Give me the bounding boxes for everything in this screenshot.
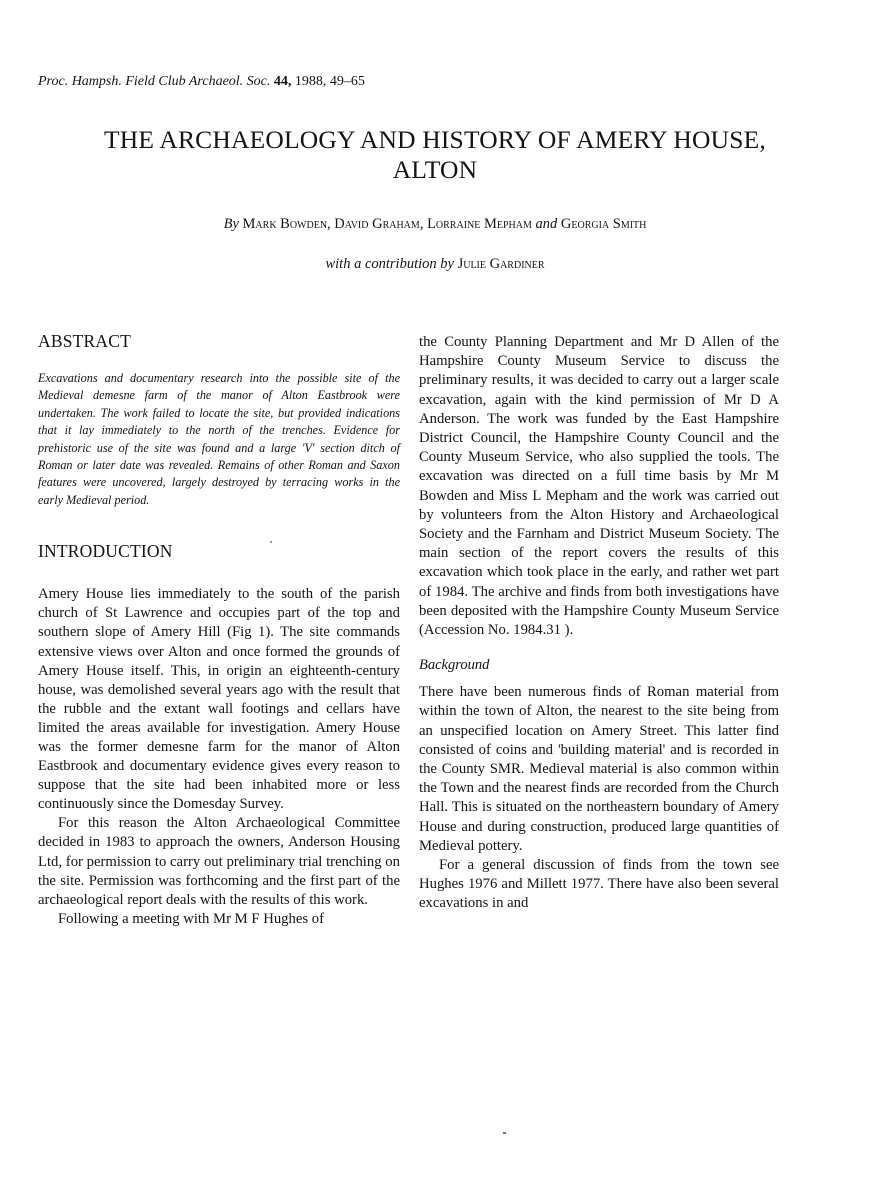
author-byline: By Mark Bowden, David Graham, Lorraine Mepham and Georgia Smith — [223, 216, 647, 232]
article-title-line2: ALTON — [392, 155, 478, 184]
background-heading: Background — [419, 657, 490, 674]
byline-by: By — [223, 216, 239, 232]
left-column — [38, 330, 400, 929]
article-title — [40, 125, 830, 185]
author-name: Georgia Smith — [560, 216, 647, 232]
journal-year-pages: 1988, 49–65 — [294, 74, 365, 89]
journal-volume: 44, — [273, 74, 292, 89]
background-paragraph: For a general discussion of finds from the town see Hughes 1976 and Millett 1977. There have also been several excavations in and — [419, 857, 779, 912]
author-name: Lorraine Mepham — [427, 216, 532, 232]
introduction-paragraph-continued: the County Planning Department and Mr D Allen of the Hampshire County Museum Service to discuss the preliminary results, it was decided to carry out a larger scale excavation, again with the kind permission of Mr D A Anderson. The work was funded by the East Hampshire District Council, the Hampshire County Council and the County Museum Service, who also supplied the tools. The excavation was directed on a full time basis by Mr M Bowden and Miss L Mepham and the work was carried out by volunteers from the Alton History and Archaeological Society and the Farnham and District Museum Society. The main section of the report covers the results of this excavation which took place in the early, and rather wet part of 1984. The archive and finds from both investigations have been deposited with the Hampshire County Museum Service (Accession No. 1984.31 ). — [419, 334, 779, 639]
scan-mark — [503, 1132, 506, 1134]
author-name: David Graham — [334, 216, 420, 232]
contributor-name: Julie Gardiner — [457, 256, 545, 272]
introduction-paragraph: For this reason the Alton Archaeological Committee decided in 1983 to approach the owners, Anderson Housing Ltd, for permission to carry out preliminary trial trenching on the site. Permission was forthcoming and the first part of the archaeological report deals with the results of this work. — [38, 815, 400, 908]
introduction-heading: INTRODUCTION — [38, 541, 173, 562]
author-name: Mark Bowden — [242, 216, 328, 232]
journal-name: Proc. Hampsh. Field Club Archaeol. Soc. — [38, 74, 271, 89]
abstract-text: Excavations and documentary research into the possible site of the Medieval demesne farm of the manor of Alton Eastbrook were undertaken. The work failed to locate the site, but provided indications that it lay immediately to the north of the trenches. Evidence for prehistoric use of the site was found and a large 'V' section ditch of Roman or later date was revealed. Remains of other Roman and Saxon features were uncovered, largely destroyed by terracing works in the early Medieval period. — [38, 371, 400, 507]
contribution-prefix: with a contribution by — [325, 256, 454, 272]
article-title-line1: THE ARCHAEOLOGY AND HISTORY OF AMERY HOUSE, — [104, 125, 766, 154]
contribution-line — [40, 256, 830, 273]
byline-and: and — [535, 216, 558, 232]
scan-speck — [270, 541, 272, 543]
running-head — [38, 74, 365, 90]
introduction-paragraph: Amery House lies immediately to the south of the parish church of St Lawrence and occupies part of the top and southern slope of Amery Hill (Fig 1). The site commands extensive views over Alton and once formed the grounds of Amery House itself. This, in origin an eighteenth-century house, was demolished several years ago with the result that the rubble and the extant wall footings and cellars have limited the areas available for investigation. Amery House was the former demesne farm for the manor of Alton Eastbrook and documentary evidence gives every reason to suppose that the site had been inhabited more or less continuously since the Domesday Survey. — [38, 586, 400, 813]
background-paragraph: There have been numerous finds of Roman material from within the town of Alton, the nearest to the site being from an unspecified location on Amery Street. This latter find consisted of coins and 'building material' and is recorded in the County SMR. Medieval material is also common within the Town and the nearest finds are recorded from the Church Hall. This is situated on the northeastern boundary of Amery House and during construction, produced large quantities of Medieval pottery. — [419, 684, 779, 854]
introduction-paragraph-start: Following a meeting with Mr M F Hughes of — [58, 910, 324, 927]
abstract-heading: ABSTRACT — [38, 331, 132, 351]
right-column — [419, 333, 779, 914]
